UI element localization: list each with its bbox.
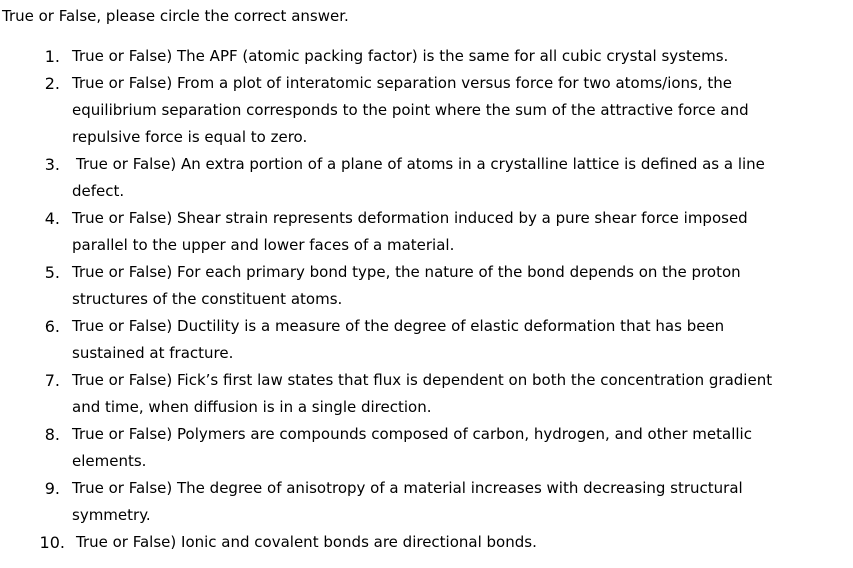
question-text-line: True or False) Ductility is a measure of the degree of elastic deformation that has been xyxy=(72,317,725,335)
question-text-line: defect. xyxy=(72,182,125,200)
question-text-line: elements. xyxy=(72,452,147,470)
instructions-text: True or False, please circle the correct answer. xyxy=(2,7,349,25)
question-number: 4. xyxy=(44,209,60,228)
question-text-line: parallel to the upper and lower faces of a material. xyxy=(72,236,455,254)
question-text-line: True or False) Polymers are compounds composed of carbon, hydrogen, and other metallic xyxy=(72,425,752,443)
question-text-line: True or False) Fick’s first law states that flux is dependent on both the concentration gradient xyxy=(72,371,773,389)
question-list xyxy=(0,43,853,556)
question-item-8 xyxy=(0,421,853,475)
question-number: 10. xyxy=(39,533,65,552)
question-item-9 xyxy=(0,475,853,529)
question-number: 6. xyxy=(44,317,60,336)
question-text-line: True or False) For each primary bond type, the nature of the bond depends on the proton xyxy=(72,263,741,281)
question-text-line: equilibrium separation corresponds to the point where the sum of the attractive force and xyxy=(72,101,749,119)
question-item-5 xyxy=(0,259,853,313)
question-text-line: structures of the constituent atoms. xyxy=(72,290,343,308)
question-text-line: symmetry. xyxy=(72,506,151,524)
question-item-6 xyxy=(0,313,853,367)
question-text-line: and time, when diffusion is in a single direction. xyxy=(72,398,432,416)
question-text-line: True or False) From a plot of interatomic separation versus force for two atoms/ions, the xyxy=(72,74,733,92)
question-text-line: repulsive force is equal to zero. xyxy=(72,128,308,146)
question-item-4 xyxy=(0,205,853,259)
question-item-10 xyxy=(0,529,853,556)
question-text-line: True or False) Shear strain represents deformation induced by a pure shear force imposed xyxy=(72,209,748,227)
question-text-line: sustained at fracture. xyxy=(72,344,234,362)
question-number: 5. xyxy=(44,263,60,282)
question-number: 7. xyxy=(44,371,60,390)
question-text-line: True or False) An extra portion of a plane of atoms in a crystalline lattice is defined as a line xyxy=(76,155,765,173)
question-number: 1. xyxy=(44,47,60,66)
question-item-2 xyxy=(0,70,853,151)
question-number: 3. xyxy=(44,155,60,174)
question-item-1 xyxy=(0,43,853,70)
question-text-line: True or False) The APF (atomic packing factor) is the same for all cubic crystal systems. xyxy=(72,47,729,65)
question-number: 2. xyxy=(44,74,60,93)
question-text-line: True or False) The degree of anisotropy of a material increases with decreasing structural xyxy=(72,479,743,497)
question-item-7 xyxy=(0,367,853,421)
question-number: 9. xyxy=(44,479,60,498)
question-number: 8. xyxy=(44,425,60,444)
question-item-3 xyxy=(0,151,853,205)
question-text-line: True or False) Ionic and covalent bonds are directional bonds. xyxy=(76,533,537,551)
